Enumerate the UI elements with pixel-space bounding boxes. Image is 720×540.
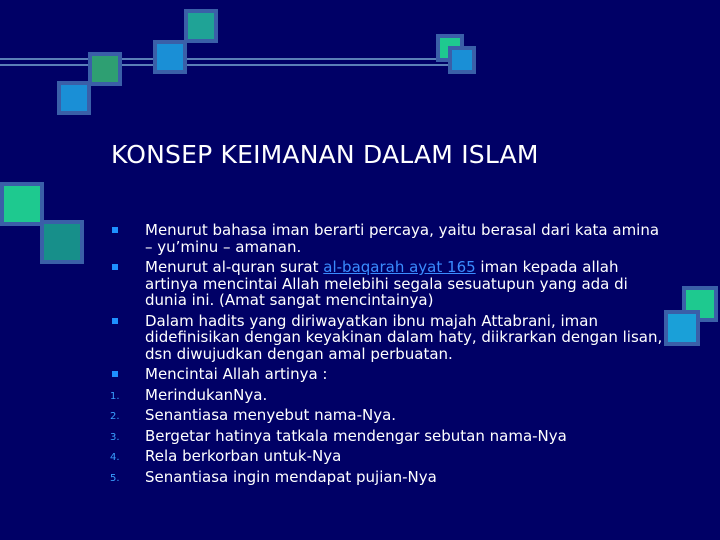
quran-reference-link[interactable]: al-baqarah ayat 165 (323, 258, 476, 276)
item-number: 5. (110, 472, 120, 484)
bullet-icon (112, 371, 118, 377)
item-number: 4. (110, 452, 120, 463)
decor-square (153, 40, 187, 74)
item-number: 1. (110, 390, 120, 402)
list-item (110, 313, 670, 363)
numbered-item-text: Rela berkorban untuk-Nya (145, 447, 342, 465)
numbered-item-text: Bergetar hatinya tatkala mendengar sebutan nama-Nya (145, 426, 567, 445)
decor-square (40, 220, 84, 264)
numbered-item (110, 469, 670, 486)
item-number: 2. (110, 411, 120, 422)
bullet-icon (112, 227, 118, 233)
slide-content (110, 222, 670, 489)
decor-square (57, 81, 91, 115)
decor-square (184, 9, 218, 43)
list-item-text: Mencintai Allah artinya : (145, 365, 328, 383)
list-item-text: Menurut al-quran surat (145, 258, 324, 276)
numbered-item (110, 407, 670, 424)
list-item (110, 222, 670, 255)
bullet-icon (112, 264, 118, 270)
slide-title: KONSEP KEIMANAN DALAM ISLAM (111, 140, 539, 169)
decor-square (88, 52, 122, 86)
numbered-item (110, 428, 670, 445)
list-item (110, 366, 670, 383)
decor-line-2 (0, 64, 460, 66)
numbered-item (110, 387, 670, 404)
decor-square (0, 182, 44, 226)
numbered-item-text: Senantiasa ingin mendapat pujian-Nya (145, 467, 437, 486)
decor-line-1 (0, 58, 460, 60)
list-item-text: Dalam hadits yang diriwayatkan ibnu majah Attabrani, iman didefinisikan dengan keyakinan dalam haty, diikrarkan dengan lisan, dsn diwujudkan dengan amal perbuatan. (145, 311, 663, 363)
numbered-item-text: Senantiasa menyebut nama-Nya. (145, 406, 397, 424)
numbered-item (110, 448, 670, 465)
bullet-icon (112, 318, 118, 324)
decor-square (448, 46, 476, 74)
list-item-text: Menurut bahasa iman berarti percaya, yaitu berasal dari kata amina – yu’minu – amanan. (145, 221, 660, 256)
list-item (110, 259, 670, 309)
numbered-item-text: MerindukanNya. (145, 385, 268, 404)
list-item-text: iman kepada allah artinya mencintai Allah melebihi segala sesuatupun yang ada di dunia ini. (Amat sangat mencintainya) (145, 258, 628, 309)
item-number: 3. (110, 431, 120, 443)
